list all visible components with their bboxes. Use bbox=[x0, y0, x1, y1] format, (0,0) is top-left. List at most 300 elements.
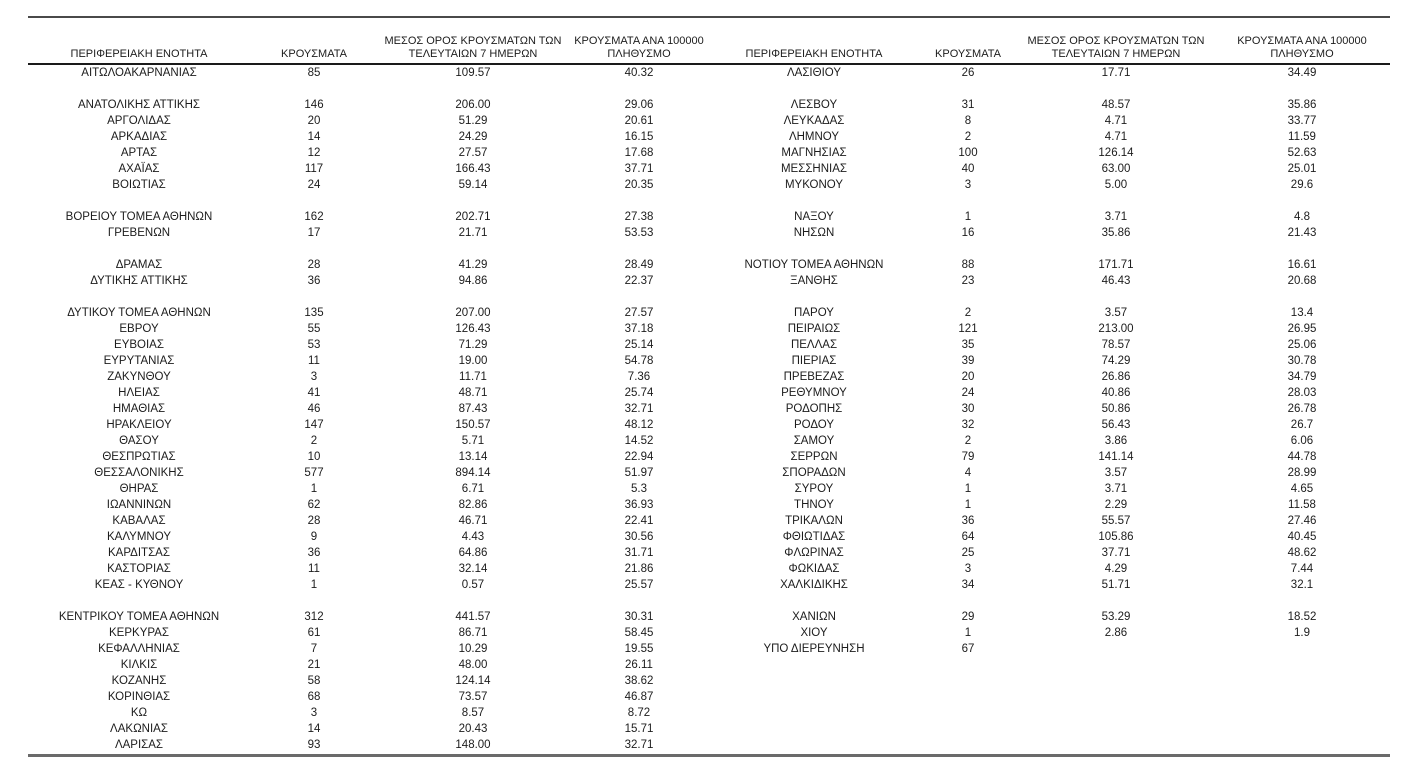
avg7-cell: 51.29 bbox=[458, 114, 488, 127]
cases-cell: 64 bbox=[961, 530, 975, 543]
avg7-cell bbox=[1018, 673, 1214, 689]
avg7-cell bbox=[1018, 689, 1214, 705]
region-name-cell: ΚΩ bbox=[130, 706, 148, 719]
regional-cases-table bbox=[28, 18, 1390, 753]
col-header-region-left: ΠΕΡΙΦΕΡΕΙΑΚΗ ΕΝΟΤΗΤΑ bbox=[28, 18, 250, 64]
region-name-cell: ΛΗΜΝΟΥ bbox=[788, 130, 840, 143]
table-row bbox=[28, 737, 1390, 753]
region-name-cell: ΥΠΟ ΔΙΕΡΕΥΝΗΣΗ bbox=[763, 642, 865, 655]
cases-cell: 1 bbox=[310, 482, 318, 495]
cases-cell: 12 bbox=[307, 146, 321, 159]
cases-cell: 32 bbox=[961, 418, 975, 431]
region-name-cell: ΖΑΚΥΝΘΟΥ bbox=[107, 370, 171, 383]
cases-cell: 9 bbox=[310, 530, 318, 543]
region-name-cell: ΠΕΛΛΑΣ bbox=[790, 338, 838, 351]
avg7-cell: 51.71 bbox=[1101, 578, 1131, 591]
table-row bbox=[28, 145, 1390, 161]
col-header-cases-right: ΚΡΟΥΣΜΑΤΑ bbox=[918, 18, 1018, 64]
per100k-cell: 26.78 bbox=[1287, 402, 1317, 415]
avg7-cell: 171.71 bbox=[1098, 258, 1134, 271]
avg7-cell: 124.14 bbox=[455, 674, 491, 687]
cases-cell: 3 bbox=[964, 178, 972, 191]
per100k-cell: 1.9 bbox=[1294, 626, 1310, 639]
region-name-cell: ΛΑΡΙΣΑΣ bbox=[114, 738, 164, 751]
avg7-cell: 21.71 bbox=[458, 226, 488, 239]
cases-cell: 11 bbox=[308, 562, 320, 575]
avg7-cell: 202.71 bbox=[455, 210, 491, 223]
region-name-cell: ΑΡΤΑΣ bbox=[120, 146, 158, 159]
region-name-cell: ΚΑΣΤΟΡΙΑΣ bbox=[107, 562, 171, 575]
avg7-cell: 87.43 bbox=[458, 402, 488, 415]
region-name-cell: ΘΕΣΣΑΛΟΝΙΚΗΣ bbox=[94, 466, 184, 479]
avg7-cell: 126.14 bbox=[1098, 146, 1134, 159]
region-name-cell: ΛΕΣΒΟΥ bbox=[790, 98, 838, 111]
per100k-cell: 32.71 bbox=[624, 402, 654, 415]
region-name-cell: ΠΕΙΡΑΙΩΣ bbox=[787, 322, 841, 335]
cases-cell: 31 bbox=[961, 98, 975, 111]
region-name-cell: ΚΑΒΑΛΑΣ bbox=[112, 514, 166, 527]
table-row bbox=[28, 321, 1390, 337]
avg7-cell: 17.71 bbox=[1101, 66, 1131, 79]
region-name-cell: ΠΙΕΡΙΑΣ bbox=[791, 354, 837, 367]
avg7-cell: 53.29 bbox=[1101, 610, 1131, 623]
avg7-cell: 63.00 bbox=[1101, 162, 1131, 175]
cases-cell: 93 bbox=[307, 738, 321, 751]
region-name-cell: ΣΑΜΟΥ bbox=[793, 434, 835, 447]
region-name-cell: ΠΡΕΒΕΖΑΣ bbox=[783, 370, 845, 383]
cases-cell: 34 bbox=[961, 578, 975, 591]
region-name-cell: ΑΧΑΪΑΣ bbox=[118, 162, 160, 175]
table-row bbox=[28, 209, 1390, 225]
region-name-cell: ΠΑΡΟΥ bbox=[794, 306, 834, 319]
avg7-cell: 55.57 bbox=[1101, 514, 1131, 527]
per100k-cell: 52.63 bbox=[1287, 146, 1317, 159]
spacer-cell bbox=[28, 593, 1390, 609]
region-name-cell: ΦΛΩΡΙΝΑΣ bbox=[784, 546, 844, 559]
per100k-cell: 22.37 bbox=[624, 274, 654, 287]
spacer-cell bbox=[28, 241, 1390, 257]
region-name-cell: ΧΙΟΥ bbox=[800, 626, 828, 639]
avg7-cell: 6.71 bbox=[461, 482, 485, 495]
per100k-cell: 30.78 bbox=[1287, 354, 1317, 367]
per100k-cell: 20.68 bbox=[1287, 274, 1317, 287]
table-row bbox=[28, 657, 1390, 673]
per100k-cell: 22.41 bbox=[624, 514, 654, 527]
region-name-cell: ΝΑΞΟΥ bbox=[794, 210, 834, 223]
region-name-cell: ΒΟΡΕΙΟΥ ΤΟΜΕΑ ΑΘΗΝΩΝ bbox=[65, 210, 213, 223]
cases-cell: 2 bbox=[964, 130, 972, 143]
per100k-cell: 25.57 bbox=[624, 578, 654, 591]
region-name-cell: ΜΑΓΝΗΣΙΑΣ bbox=[781, 146, 847, 159]
region-name-cell: ΜΕΣΣΗΝΙΑΣ bbox=[780, 162, 848, 175]
table-row bbox=[28, 577, 1390, 593]
per100k-cell: 14.52 bbox=[624, 434, 654, 447]
cases-cell: 147 bbox=[304, 418, 324, 431]
avg7-cell: 35.86 bbox=[1101, 226, 1131, 239]
region-name-cell bbox=[710, 689, 918, 705]
avg7-cell bbox=[1018, 641, 1214, 657]
cases-cell: 4 bbox=[964, 466, 972, 479]
spacer-row bbox=[28, 81, 1390, 97]
per100k-cell: 27.57 bbox=[624, 306, 654, 319]
avg7-cell bbox=[1018, 657, 1214, 673]
cases-cell bbox=[918, 705, 1018, 721]
cases-cell bbox=[918, 721, 1018, 737]
per100k-cell bbox=[1214, 689, 1390, 705]
cases-cell: 20 bbox=[307, 114, 321, 127]
per100k-cell: 54.78 bbox=[624, 354, 654, 367]
table-row bbox=[28, 305, 1390, 321]
table-row bbox=[28, 97, 1390, 113]
region-name-cell: ΘΑΣΟΥ bbox=[119, 434, 159, 447]
per100k-cell: 44.78 bbox=[1287, 450, 1317, 463]
cases-cell: 135 bbox=[304, 306, 324, 319]
cases-cell: 53 bbox=[307, 338, 321, 351]
cases-cell: 3 bbox=[310, 706, 318, 719]
region-name-cell: ΛΑΚΩΝΙΑΣ bbox=[110, 722, 168, 735]
spacer-row bbox=[28, 241, 1390, 257]
region-name-cell: ΚΕΑΣ - ΚΥΘΝΟΥ bbox=[94, 578, 184, 591]
per100k-cell: 46.87 bbox=[624, 690, 654, 703]
avg7-cell: 13.14 bbox=[458, 450, 488, 463]
cases-cell: 577 bbox=[304, 466, 324, 479]
spacer-cell bbox=[28, 193, 1390, 209]
avg7-cell: 37.71 bbox=[1101, 546, 1131, 559]
per100k-cell: 26.7 bbox=[1290, 418, 1314, 431]
region-name-cell: ΔΥΤΙΚΗΣ ΑΤΤΙΚΗΣ bbox=[90, 274, 188, 287]
per100k-cell bbox=[1214, 673, 1390, 689]
per100k-cell: 38.62 bbox=[624, 674, 654, 687]
avg7-cell: 27.57 bbox=[458, 146, 488, 159]
avg7-cell: 64.86 bbox=[458, 546, 488, 559]
cases-cell: 40 bbox=[961, 162, 975, 175]
per100k-cell: 28.03 bbox=[1287, 386, 1317, 399]
table-row bbox=[28, 609, 1390, 625]
per100k-cell: 25.14 bbox=[624, 338, 654, 351]
region-name-cell: ΒΟΙΩΤΙΑΣ bbox=[112, 178, 166, 191]
table-row bbox=[28, 417, 1390, 433]
cases-cell: 10 bbox=[307, 450, 321, 463]
avg7-cell bbox=[1018, 737, 1214, 753]
per100k-cell: 30.56 bbox=[624, 530, 654, 543]
spacer-cell bbox=[28, 81, 1390, 97]
region-name-cell: ΘΗΡΑΣ bbox=[119, 482, 159, 495]
per100k-cell: 4.8 bbox=[1294, 210, 1310, 223]
cases-cell: 21 bbox=[307, 658, 321, 671]
cases-cell: 7 bbox=[310, 642, 318, 655]
table-row bbox=[28, 721, 1390, 737]
cases-cell: 30 bbox=[961, 402, 975, 415]
avg7-cell: 94.86 bbox=[458, 274, 488, 287]
cases-cell: 3 bbox=[964, 562, 972, 575]
avg7-cell: 40.86 bbox=[1101, 386, 1131, 399]
avg7-cell: 11.71 bbox=[459, 370, 487, 383]
per100k-cell: 11.58 bbox=[1288, 498, 1316, 511]
cases-cell bbox=[918, 657, 1018, 673]
region-name-cell: ΑΡΓΟΛΙΔΑΣ bbox=[107, 114, 171, 127]
avg7-cell: 4.29 bbox=[1104, 562, 1128, 575]
avg7-cell: 4.71 bbox=[1104, 114, 1128, 127]
region-name-cell: ΑΙΤΩΛΟΑΚΑΡΝΑΝΙΑΣ bbox=[81, 66, 197, 79]
region-name-cell: ΔΡΑΜΑΣ bbox=[115, 258, 163, 271]
per100k-cell: 20.35 bbox=[624, 178, 654, 191]
avg7-cell: 150.57 bbox=[455, 418, 491, 431]
cases-cell: 1 bbox=[964, 498, 972, 511]
table-row bbox=[28, 273, 1390, 289]
region-name-cell: ΕΥΒΟΙΑΣ bbox=[114, 338, 164, 351]
cases-cell: 28 bbox=[307, 258, 321, 271]
region-name-cell: ΗΜΑΘΙΑΣ bbox=[112, 402, 166, 415]
header-row bbox=[28, 18, 1390, 64]
cases-cell: 36 bbox=[961, 514, 975, 527]
avg7-cell: 20.43 bbox=[458, 722, 488, 735]
region-name-cell: ΕΥΡΥΤΑΝΙΑΣ bbox=[103, 354, 175, 367]
table-row bbox=[28, 337, 1390, 353]
avg7-cell: 3.86 bbox=[1104, 434, 1128, 447]
spacer-row bbox=[28, 289, 1390, 305]
avg7-cell: 48.00 bbox=[458, 658, 488, 671]
cases-cell: 67 bbox=[961, 642, 975, 655]
cases-cell: 16 bbox=[961, 226, 975, 239]
per100k-cell bbox=[1214, 705, 1390, 721]
region-name-cell bbox=[710, 673, 918, 689]
per100k-cell: 16.15 bbox=[624, 130, 654, 143]
cases-cell: 24 bbox=[961, 386, 975, 399]
per100k-cell: 4.65 bbox=[1290, 482, 1314, 495]
avg7-cell: 3.71 bbox=[1104, 482, 1128, 495]
avg7-cell: 73.57 bbox=[458, 690, 488, 703]
region-name-cell: ΦΩΚΙΔΑΣ bbox=[788, 562, 840, 575]
table-row bbox=[28, 225, 1390, 241]
region-name-cell: ΡΟΔΟΥ bbox=[793, 418, 835, 431]
cases-cell: 39 bbox=[961, 354, 975, 367]
table-row bbox=[28, 481, 1390, 497]
cases-cell: 14 bbox=[307, 722, 321, 735]
per100k-cell: 35.86 bbox=[1287, 98, 1317, 111]
col-header-cases-left: ΚΡΟΥΣΜΑΤΑ bbox=[250, 18, 378, 64]
avg7-cell: 3.71 bbox=[1104, 210, 1128, 223]
per100k-cell: 21.43 bbox=[1287, 226, 1317, 239]
region-name-cell: ΚΑΛΥΜΝΟΥ bbox=[107, 530, 171, 543]
cases-cell: 28 bbox=[307, 514, 321, 527]
cases-cell: 41 bbox=[307, 386, 321, 399]
per100k-cell: 26.95 bbox=[1287, 322, 1317, 335]
per100k-cell: 17.68 bbox=[624, 146, 654, 159]
cases-cell: 100 bbox=[958, 146, 978, 159]
region-name-cell: ΣΥΡΟΥ bbox=[794, 482, 834, 495]
table-row bbox=[28, 129, 1390, 145]
per100k-cell: 37.71 bbox=[624, 162, 654, 175]
avg7-cell bbox=[1018, 721, 1214, 737]
per100k-cell: 15.71 bbox=[624, 722, 654, 735]
spacer-cell bbox=[28, 289, 1390, 305]
per100k-cell: 37.18 bbox=[624, 322, 654, 335]
region-name-cell: ΚΙΛΚΙΣ bbox=[120, 658, 158, 671]
region-name-cell: ΚΟΡΙΝΘΙΑΣ bbox=[107, 690, 171, 703]
region-name-cell: ΛΑΣΙΘΙΟΥ bbox=[786, 66, 842, 79]
cases-cell: 23 bbox=[961, 274, 975, 287]
avg7-cell: 141.14 bbox=[1098, 450, 1134, 463]
avg7-cell: 213.00 bbox=[1098, 322, 1134, 335]
per100k-cell: 51.97 bbox=[624, 466, 654, 479]
avg7-cell: 3.57 bbox=[1104, 466, 1128, 479]
cases-cell: 1 bbox=[964, 210, 972, 223]
region-name-cell: ΚΕΝΤΡΙΚΟΥ ΤΟΜΕΑ ΑΘΗΝΩΝ bbox=[58, 610, 220, 623]
region-name-cell: ΚΟΖΑΝΗΣ bbox=[111, 674, 167, 687]
cases-cell: 58 bbox=[307, 674, 321, 687]
region-name-cell: ΧΑΛΚΙΔΙΚΗΣ bbox=[780, 578, 848, 591]
table-row bbox=[28, 545, 1390, 561]
avg7-cell: 5.00 bbox=[1104, 178, 1128, 191]
cases-cell: 26 bbox=[961, 66, 975, 79]
cases-cell bbox=[918, 737, 1018, 753]
avg7-cell: 207.00 bbox=[455, 306, 491, 319]
avg7-cell: 48.71 bbox=[458, 386, 488, 399]
per100k-cell: 48.12 bbox=[624, 418, 654, 431]
per100k-cell: 21.86 bbox=[624, 562, 654, 575]
avg7-cell: 71.29 bbox=[458, 338, 488, 351]
table-row bbox=[28, 385, 1390, 401]
region-name-cell: ΘΕΣΠΡΩΤΙΑΣ bbox=[102, 450, 176, 463]
avg7-cell: 441.57 bbox=[455, 610, 491, 623]
cases-cell: 24 bbox=[307, 178, 321, 191]
avg7-cell: 46.71 bbox=[458, 514, 488, 527]
per100k-cell: 19.55 bbox=[624, 642, 654, 655]
avg7-cell: 59.14 bbox=[458, 178, 488, 191]
per100k-cell bbox=[1214, 641, 1390, 657]
region-name-cell: ΝΟΤΙΟΥ ΤΟΜΕΑ ΑΘΗΝΩΝ bbox=[744, 258, 884, 271]
per100k-cell: 34.49 bbox=[1287, 66, 1317, 79]
per100k-cell: 58.45 bbox=[624, 626, 654, 639]
per100k-cell bbox=[1214, 737, 1390, 753]
cases-cell: 2 bbox=[964, 306, 972, 319]
avg7-cell: 148.00 bbox=[455, 738, 491, 751]
avg7-cell: 0.57 bbox=[461, 578, 485, 591]
region-name-cell: ΙΩΑΝΝΙΝΩΝ bbox=[106, 498, 172, 511]
avg7-cell: 50.86 bbox=[1101, 402, 1131, 415]
per100k-cell: 40.32 bbox=[624, 66, 654, 79]
region-name-cell: ΣΠΟΡΑΔΩΝ bbox=[782, 466, 846, 479]
avg7-cell: 8.57 bbox=[461, 706, 485, 719]
cases-cell: 35 bbox=[961, 338, 975, 351]
spacer-row bbox=[28, 593, 1390, 609]
table-row bbox=[28, 401, 1390, 417]
cases-cell: 162 bbox=[304, 210, 324, 223]
per100k-cell: 28.49 bbox=[624, 258, 654, 271]
region-name-cell: ΡΕΘΥΜΝΟΥ bbox=[781, 386, 847, 399]
bottom-rule bbox=[28, 754, 1390, 757]
per100k-cell: 40.45 bbox=[1287, 530, 1317, 543]
avg7-cell: 894.14 bbox=[455, 466, 491, 479]
table-row bbox=[28, 529, 1390, 545]
cases-cell: 121 bbox=[958, 322, 978, 335]
cases-cell: 68 bbox=[307, 690, 321, 703]
avg7-cell: 86.71 bbox=[458, 626, 488, 639]
avg7-cell: 206.00 bbox=[455, 98, 491, 111]
region-name-cell: ΤΗΝΟΥ bbox=[794, 498, 834, 511]
cases-cell: 8 bbox=[964, 114, 972, 127]
table-row bbox=[28, 161, 1390, 177]
cases-cell: 36 bbox=[307, 274, 321, 287]
avg7-cell: 24.29 bbox=[458, 130, 488, 143]
cases-cell: 1 bbox=[964, 626, 972, 639]
avg7-cell: 5.71 bbox=[461, 434, 485, 447]
cases-cell bbox=[918, 673, 1018, 689]
cases-cell: 1 bbox=[964, 482, 972, 495]
table-row bbox=[28, 673, 1390, 689]
cases-cell: 55 bbox=[307, 322, 321, 335]
avg7-cell: 41.29 bbox=[458, 258, 488, 271]
avg7-cell: 26.86 bbox=[1101, 370, 1131, 383]
region-name-cell bbox=[710, 657, 918, 673]
table-row bbox=[28, 561, 1390, 577]
region-name-cell: ΔΥΤΙΚΟΥ ΤΟΜΕΑ ΑΘΗΝΩΝ bbox=[67, 306, 211, 319]
cases-cell: 146 bbox=[304, 98, 324, 111]
per100k-cell: 8.72 bbox=[627, 706, 651, 719]
region-name-cell: ΓΡΕΒΕΝΩΝ bbox=[107, 226, 171, 239]
cases-cell bbox=[918, 689, 1018, 705]
per100k-cell: 32.1 bbox=[1290, 578, 1314, 591]
cases-cell: 79 bbox=[961, 450, 975, 463]
avg7-cell: 82.86 bbox=[458, 498, 488, 511]
table-row bbox=[28, 177, 1390, 193]
spacer-row bbox=[28, 193, 1390, 209]
avg7-cell: 126.43 bbox=[455, 322, 491, 335]
table-row bbox=[28, 513, 1390, 529]
per100k-cell: 34.79 bbox=[1287, 370, 1317, 383]
table-row bbox=[28, 465, 1390, 481]
cases-cell: 88 bbox=[961, 258, 975, 271]
per100k-cell: 7.36 bbox=[627, 370, 651, 383]
region-name-cell: ΞΑΝΘΗΣ bbox=[790, 274, 838, 287]
cases-cell: 85 bbox=[307, 66, 321, 79]
avg7-cell bbox=[1018, 705, 1214, 721]
cases-cell: 36 bbox=[307, 546, 321, 559]
per100k-cell: 29.06 bbox=[624, 98, 654, 111]
region-name-cell: ΣΕΡΡΩΝ bbox=[790, 450, 838, 463]
cases-cell: 20 bbox=[961, 370, 975, 383]
per100k-cell: 6.06 bbox=[1290, 434, 1314, 447]
avg7-cell: 4.43 bbox=[461, 530, 485, 543]
cases-cell: 46 bbox=[307, 402, 321, 415]
region-name-cell bbox=[710, 721, 918, 737]
col-header-per100k-left: ΚΡΟΥΣΜΑΤΑ ΑΝΑ 100000 ΠΛΗΘΥΣΜΟ bbox=[568, 18, 710, 64]
per100k-cell: 27.46 bbox=[1287, 514, 1317, 527]
cases-cell: 62 bbox=[307, 498, 321, 511]
table-row bbox=[28, 625, 1390, 641]
cases-cell: 2 bbox=[964, 434, 972, 447]
region-name-cell: ΕΒΡΟΥ bbox=[119, 322, 159, 335]
per100k-cell: 30.31 bbox=[624, 610, 654, 623]
per100k-cell: 28.99 bbox=[1287, 466, 1317, 479]
region-name-cell: ΗΛΕΙΑΣ bbox=[118, 386, 160, 399]
col-header-avg7-left: ΜΕΣΟΣ ΟΡΟΣ ΚΡΟΥΣΜΑΤΩΝ ΤΩΝ ΤΕΛΕΥΤΑΙΩΝ 7 ΗΜΕΡΩΝ bbox=[378, 18, 568, 64]
per100k-cell: 5.3 bbox=[631, 482, 647, 495]
cases-cell: 312 bbox=[304, 610, 324, 623]
region-name-cell: ΑΝΑΤΟΛΙΚΗΣ ΑΤΤΙΚΗΣ bbox=[77, 98, 200, 111]
per100k-cell: 53.53 bbox=[624, 226, 654, 239]
per100k-cell bbox=[1214, 657, 1390, 673]
cases-cell: 1 bbox=[310, 578, 318, 591]
per100k-cell: 18.52 bbox=[1287, 610, 1317, 623]
region-name-cell: ΚΑΡΔΙΤΣΑΣ bbox=[108, 546, 170, 559]
avg7-cell: 4.71 bbox=[1104, 130, 1128, 143]
table-row bbox=[28, 433, 1390, 449]
region-name-cell: ΤΡΙΚΑΛΩΝ bbox=[785, 514, 843, 527]
table-body bbox=[28, 64, 1390, 753]
per100k-cell: 32.71 bbox=[624, 738, 654, 751]
table-row bbox=[28, 353, 1390, 369]
